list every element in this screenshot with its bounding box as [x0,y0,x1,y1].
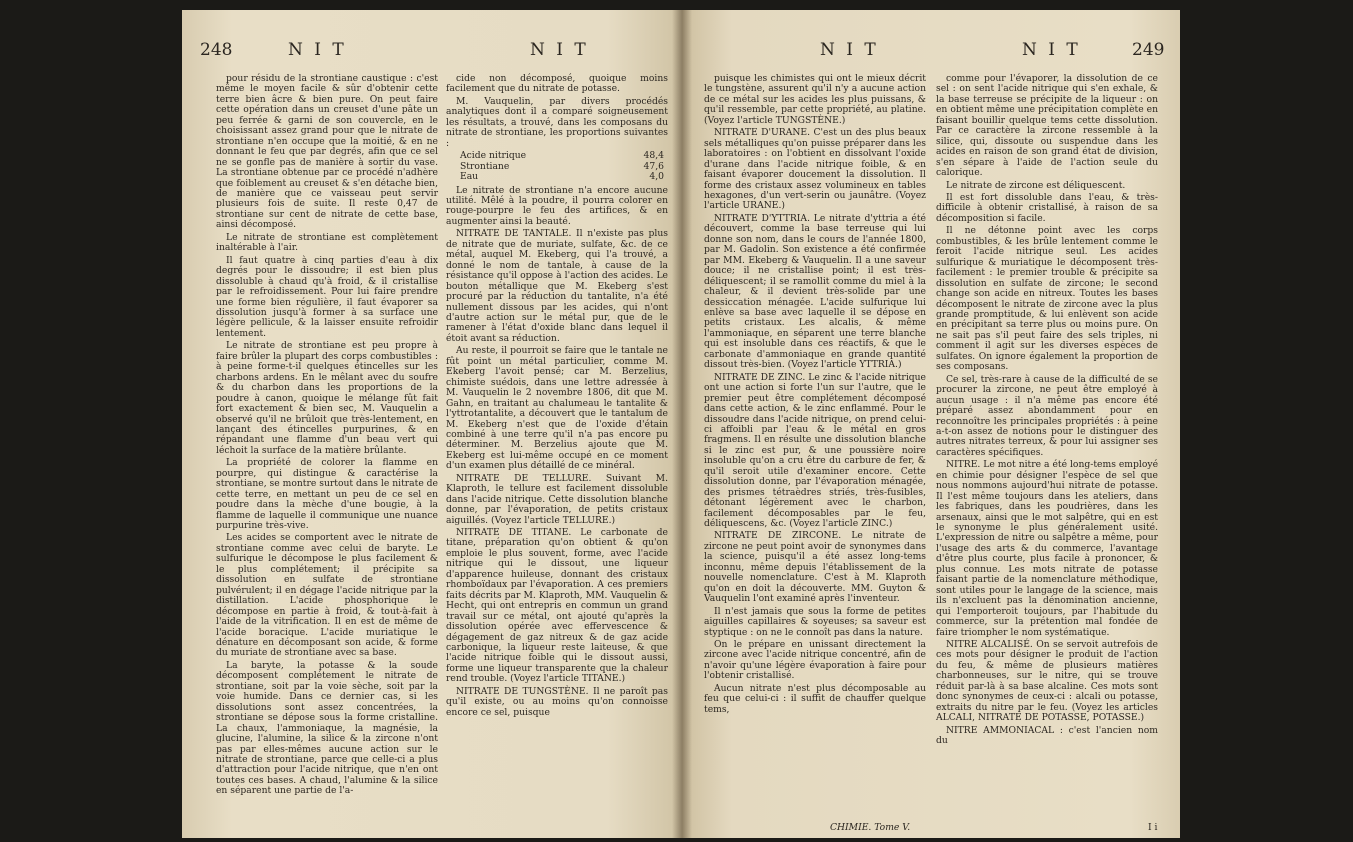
paragraph: Il faut quatre à cinq parties d'eau à dix degrés pour le dissoudre; il est bien plus dissoluble à chaud qu'à froid, & il cristallise par le refroidissement. Pour lui faire prendre une forme bien régulière, il faut évaporer sa dissolution jusqu'à former à sa surface une légère pellicule, & la laisser ensuite refroidir lentement. [216,254,438,339]
running-head-right-a: N I T [820,40,879,60]
paragraph: Le nitrate de strontiane est complètement inaltérable à l'air. [216,231,438,254]
paragraph: NITRATE D'YTTRIA. Le nitrate d'yttria a été découvert, comme la base terreuse qui lui donne son nom, dans le cours de l'année 1800, par M. Gadolin. Son existence a été confirmée par MM. Ekeberg & Vauquelin. Il a une saveur douce; il ne cristallise point; il est très-déliquescent; il se ramollit comme du miel à la chaleur, & il devient très-solide par une dessiccation ménagée. L'acide sulfurique lui enlève sa base avec laquelle il se dépose en petits cristaux. Les alcalis, & même l'ammoniaque, en séparent une terre blanche qui est insoluble dans ces réactifs, & que le carbonate d'ammoniaque en grande quantité dissout très-bien. (Voyez l'article YTTRIA.) [704,212,926,371]
paragraph: La propriété de colorer la flamme en pourpre, qui distingue & caractérise la strontiane, se montre surtout dans le nitrate de cette terre, en mettant un peu de ce sel en poudre dans la mèche d'une bougie, à la flamme de laquelle il communique une nuance purpurine très-vive. [216,457,438,532]
paragraph: NITRATE D'URANE. C'est un des plus beaux sels métalliques qu'on puisse préparer dans les laboratoires : on l'obtient en dissolvant l'oxide d'urane dans l'acide nitrique foible, & en faisant évaporer doucement la dissolution. Il forme des cristaux assez volumineux en tables hexagones, d'un vert-serin ou jaunâtre. (Voyez l'article URANE.) [704,127,926,212]
page-number-right: 249 [1132,40,1165,60]
table-value: 47,6 [643,160,664,172]
page-number-left: 248 [200,40,233,60]
running-head-right-b: N I T [1022,40,1081,60]
right-page [682,10,1180,838]
book-spine-shadow [672,10,692,838]
paragraph: NITRATE DE ZIRCONE. Le nitrate de zircone ne peut point avoir de synonymes dans la science, puisqu'il a été assez long-tems inconnu, même depuis l'établissement de la nouvelle nomenclature. C'est à M. Klaproth qu'on en doit la découverte. MM. Guyton & Vauquelin l'ont examiné après l'inventeur. [704,530,926,605]
table-row [460,172,664,182]
right-column-2 [936,74,1158,749]
paragraph: comme pour l'évaporer, la dissolution de ce sel : on sent l'acide nitrique qui s'en exhale, & la base terreuse se précipite de la liqueur : on en obtient même une précipitation complète en faisant bouillir quelque tems cette dissolution. Par ce caractère la zircone ressemble à la silice, qui, dissoute ou suspendue dans les acides en raison de son grand état de division, s'en sépare à l'aide de l'action seule du calorique. [936,73,1158,179]
table-label: Acide nitrique [460,150,527,162]
paragraph: Ce sel, très-rare à cause de la difficulté de se procurer la zircone, ne peut être employé à aucun usage : il n'a même pas encore été préparé assez abondamment pour en reconnoître les principales propriétés : à peine a-t-on assez de notions pour le distinguer des autres nitrates terreux, & pour lui assigner ses caractères spécifiques. [936,373,1158,458]
left-page [182,10,682,838]
paragraph: Il n'est jamais que sous la forme de petites aiguilles capillaires & soyeuses; sa saveur est styptique : on ne le connoît pas dans la nature. [704,605,926,638]
table-row [460,162,664,172]
paragraph: cide non décomposé, quoique moins facilement que du nitrate de potasse. [446,73,668,95]
paragraph: NITRATE DE TELLURE. Suivant M. Klaproth, le tellure est facilement dissoluble dans l'acide nitrique. Cette dissolution blanche donne, par l'évaporation, de petits cristaux aiguillés. (Voyez l'article TELLURE.) [446,472,668,526]
left-column-1 [216,74,438,799]
paragraph: On le prépare en unissant directement la zircone avec l'acide nitrique concentré, afin de n'avoir qu'une légère évaporation à faire pour l'obtenir cristallisé. [704,639,926,682]
paragraph: NITRE AMMONIACAL : c'est l'ancien nom du [936,724,1158,747]
paragraph: Le nitrate de zircone est déliquescent. [946,179,1126,191]
paragraph: Le nitrate de strontiane est peu propre à faire brûler la plupart des corps combustibles : à peine forme-t-il quelques étincelles sur les charbons ardens. En le mêlant avec du soufre & du charbon dans les proportions de la poudre à canon, quoique le mélange fût fait fort exactement & bien sec, M. Vauquelin a observé qu'il ne brûloit que très-lentement, en lançant des étincelles purpurines, & en répandant une flamme d'un beau vert qui léchoit la surface de la matière brûlante. [216,340,438,456]
paragraph: NITRE. Le mot nitre a été long-tems employé en chimie pour désigner l'espèce de sel que nous nommons aujourd'hui nitrate de potasse. Il l'est même toujours dans les ateliers, dans les fabriques, dans les poudrières, dans les arsenaux, ainsi que le mot salpêtre, qui en est le synonyme le plus généralement usité. L'expression de nitre ou salpêtre a même, pour l'usage des arts & du commerce, l'avantage d'être plus courte, plus facile à prononcer, & plus connue. Les mots nitrate de potasse faisant partie de la nomenclature méthodique, sont utiles pour le langage de la science, mais ils n'excluent pas la dénomination ancienne, qui l'emporteroit toujours, par l'habitude du commerce, sur la prétention mal fondée de faire triompher le nom systématique. [936,459,1158,638]
paragraph: Aucun nitrate n'est plus décomposable au feu que celui-ci : il suffit de chauffer quelque tems, [704,682,926,715]
table-label: Eau [460,171,479,183]
paragraph: La baryte, la potasse & la soude décomposent complétement le nitrate de strontiane, soit par la voie sèche, soit par la voie humide. Dans ce dernier cas, si les dissolutions sont assez concentrées, la strontiane se dépose sous la forme cristalline. La chaux, l'ammoniaque, la magnésie, la glucine, l'alumine, la silice & la zircone n'ont pas par elles-mêmes aucune action sur le nitrate de strontiane, parce que celle-ci a plus d'attraction pour l'acide nitrique, que n'en ont toutes ces bases. A chaud, l'alumine & la silice en séparent une partie de l'a- [216,659,438,797]
composition-table [460,151,664,182]
paragraph: Il ne détonne point avec les corps combustibles, & les brûle lentement comme le feroit l'acide nitrique seul. Les acides sulfurique & muriatique le décomposent très-facilement : le premier trouble & précipite sa dissolution en sulfate de zircone; le second change son acide en nitreux. Toutes les bases décomposent le nitrate de zircone avec la plus grande promptitude, & lui enlèvent son acide en précipitant sa terre plus ou moins pure. On ne sait pas s'il peut faire des sels triples, ni comment il agit sur les diverses espèces de sulfates. On ignore également la proportion de ses composans. [936,225,1158,373]
paragraph: M. Vauquelin, par divers procédés analytiques dont il a comparé soigneusement les résultats, a trouvé, dans les composans du nitrate de strontiane, les proportions suivantes : [446,95,668,149]
paragraph: Le nitrate de strontiane n'a encore aucune utilité. Mêlé à la poudre, il pourra colorer en rouge-pourpre le feu des artifices, & en augmenter ainsi la beauté. [446,184,668,227]
paragraph: NITRATE DE TITANE. Le carbonate de titane, préparation qu'on obtient & qu'on emploie le plus souvent, forme, avec l'acide nitrique qui le dissout, une liqueur d'apparence huileuse, donnant des cristaux rhomboïdaux par l'évaporation. A ces premiers faits décrits par M. Klaproth, MM. Vauquelin & Hecht, qui ont entrepris en commun un grand travail sur ce métal, ont ajouté qu'après la dissolution opérée avec effervescence & dégagement de gaz nitreux & de gaz acide carbonique, la liqueur reste laiteuse, & que l'acide nitrique foible qui le dissout aussi, forme une liqueur transparente que la chaleur rend trouble. (Voyez l'article TITANE.) [446,527,668,685]
right-column-1 [704,74,926,717]
paragraph: puisque les chimistes qui ont le mieux décrit le tungstène, assurent qu'il n'y a aucune action de ce métal sur les acides les plus puissans, & qu'il ressemble, par cette propriété, au platine. (Voyez l'article TUNGSTÈNE.) [704,73,926,126]
paragraph: Au reste, il pourroit se faire que le tantale ne fût point un métal particulier, comme M. Ekeberg l'avoit pensé; car M. Berzelius, chimiste suédois, dans une lettre adressée à M. Vauquelin le 2 novembre 1806, dit que M. Gahn, en traitant au chalumeau le tantalite & l'yttrotantalite, a découvert que le tantalum de M. Ekeberg n'est que de l'oxide d'étain combiné à une terre qu'il n'a pas encore pu déterminer. M. Berzelius ajoute que M. Ekeberg est lui-même occupé en ce moment d'un examen plus détaillé de ce minéral. [446,345,668,472]
footer-title: CHIMIE. Tome V. [830,822,911,833]
paragraph: NITRATE DE TUNGSTÈNE. Il ne paroît pas qu'il existe, ou au moins qu'on connoisse encore ce sel, puisque [446,685,668,718]
table-label: Strontiane [460,160,510,172]
paragraph: NITRATE DE TANTALE. Il n'existe pas plus de nitrate que de muriate, sulfate, &c. de ce métal, auquel M. Ekeberg, qui l'a trouvé, a donné le nom de tantale, à cause de la résistance qu'il oppose à l'action des acides. Le bouton métallique que M. Ekeberg s'est procuré par la réduction du tantalite, n'a été nullement dissous par les acides, qui n'ont d'autre action sur le métal pur, que de le ramener à l'état d'oxide blanc dans lequel il étoit avant sa réduction. [446,228,668,344]
table-value: 4,0 [649,171,664,183]
signature-mark: I i [1148,822,1158,833]
paragraph: pour résidu de la strontiane caustique : c'est même le moyen facile & sûr d'obtenir cette terre bien âcre & bien pure. On peut faire cette opération dans un creuset d'une pâte un peu ferrée & garni de son couvercle, en le choisissant assez grand pour que le nitrate de strontiane n'en occupe que la moitié, & en ne donnant le feu que par degrés, afin que ce sel ne se gonfle pas de manière à sortir du vase. La strontiane obtenue par ce procédé n'adhère que foiblement au creuset & s'en détache bien, de manière que ce vaisseau peut servir plusieurs fois de suite. Il reste 0,47 de strontiane sur cent de nitrate de cette base, ainsi décomposé. [216,73,438,231]
paragraph: Il est fort dissoluble dans l'eau, & très-difficile à obtenir cristallisé, à raison de sa décomposition si facile. [936,191,1158,224]
paragraph: NITRE ALCALISÉ. On se servoit autrefois de ces mots pour désigner le produit de l'action du feu, & même de plusieurs matières charbonneuses, sur le nitre, qui se trouve réduit par-là à sa base alcaline. Ces mots sont donc synonymes de ceux-ci : alcali ou potasse, extraits du nitre par le feu. (Voyez les articles ALCALI, NITRATE DE POTASSE, POTASSE.) [936,639,1158,724]
paragraph: Les acides se comportent avec le nitrate de strontiane comme avec celui de baryte. Le sulfurique le décompose le plus facilement & le plus complétement; il précipite sa dissolution en sulfate de strontiane pulvérulent; il en dégage l'acide nitrique par la distillation. L'acide phosphorique le décompose en partie à froid, & tout-à-fait à l'aide de la vitrification. Il en est de même de l'acide boracique. L'acide muriatique le dénature en décomposant son acide, & forme du muriate de strontiane avec sa base. [216,532,438,659]
table-value: 48,4 [643,150,664,162]
running-head-left-a: N I T [288,40,347,60]
left-column-2 [446,74,668,720]
paragraph: NITRATE DE ZINC. Le zinc & l'acide nitrique ont une action si forte l'un sur l'autre, que le premier peut être complétement décomposé dans cette action, & le zinc enflammé. Pour le dissoudre dans l'acide nitrique, on prend celui-ci affoibli par l'eau & le métal en gros fragmens. Il en résulte une dissolution blanche si le zinc est pur, & une poussière noire insoluble qu'on a cru être du carbure de fer, & qu'il seroit utile d'examiner encore. Cette dissolution donne, par l'évaporation ménagée, des prismes tétraèdres striés, très-fusibles, détonant légèrement avec le charbon, facilement décomposables par le feu, déliquescens, &c. (Voyez l'article ZINC.) [704,371,926,530]
running-head-left-b: N I T [530,40,589,60]
